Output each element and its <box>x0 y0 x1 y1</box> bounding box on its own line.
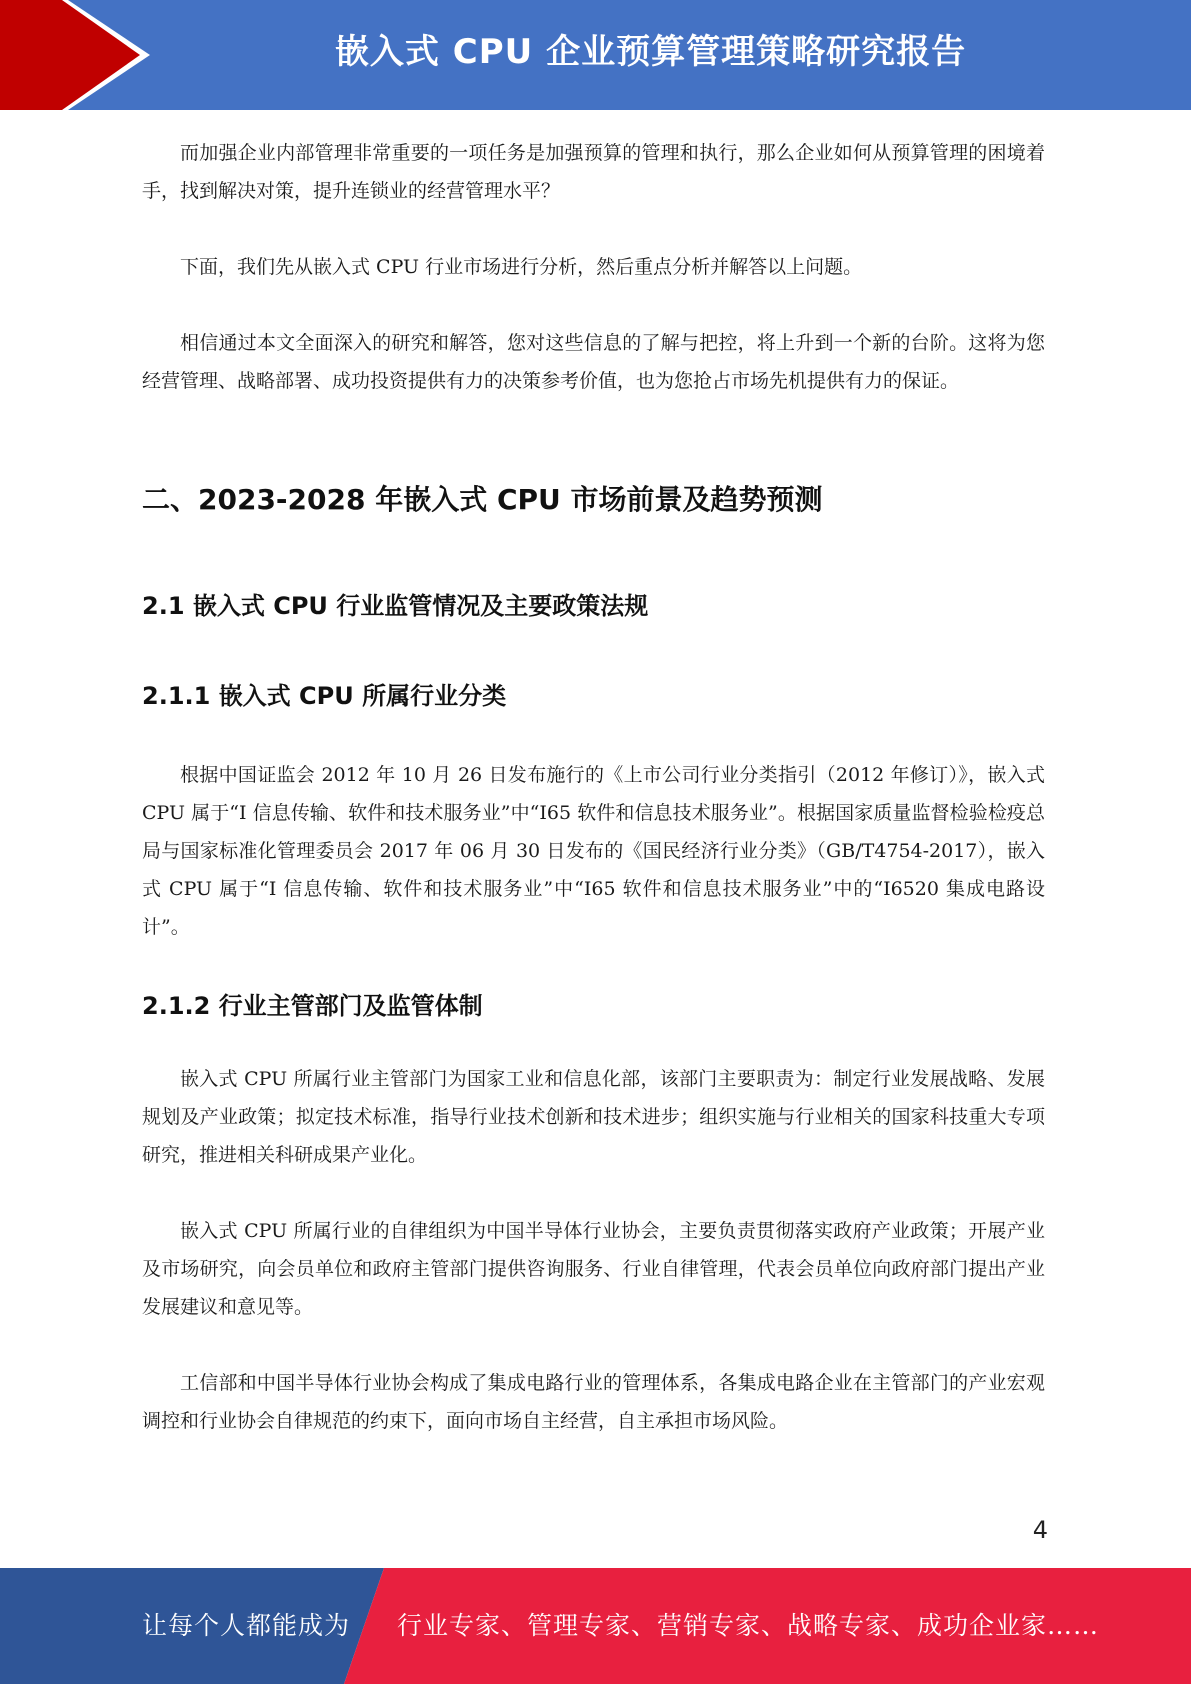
paragraph-association: 嵌入式 CPU 所属行业的自律组织为中国半导体行业协会，主要负责贯彻落实政府产业政策；开展产业及市场研究，向会员单位和政府主管部门提供咨询服务、行业自律管理，代表会员单位向政府部门提出产业发展建议和意见等。 <box>142 1220 1045 1318</box>
page-number: 4 <box>1032 1516 1048 1544</box>
header-chevron-icon <box>0 0 160 110</box>
paragraph-intro-3: 相信通过本文全面深入的研究和解答，您对这些信息的了解与把控，将上升到一个新的台阶。这将为您经营管理、战略部署、成功投资提供有力的决策参考价值，也为您抢占市场先机提供有力的保证。 <box>142 332 1045 392</box>
paragraph-classification: 根据中国证监会 2012 年 10 月 26 日发布施行的《上市公司行业分类指引（2012 年修订）》，嵌入式 CPU 属于“I 信息传输、软件和技术服务业”中“I65 软件和信息技术服务业”。根据国家质量监督检验检疫总局与国家标准化管理委员会 2017 年 06 月 30 日发布的《国民经济行业分类》（GB/T4754-2017），嵌入式 CPU 属于“I 信息传输、软件和技术服务业”中“I65 软件和信息技术服务业”中的“I6520 集成电路设计”。 <box>142 764 1045 938</box>
subsubsection-heading-classification: 2.1.1 嵌入式 CPU 所属行业分类 <box>142 682 507 710</box>
subsubsection-heading-regulation: 2.1.2 行业主管部门及监管体制 <box>142 992 483 1020</box>
section-heading: 二、2023-2028 年嵌入式 CPU 市场前景及趋势预测 <box>142 483 823 516</box>
paragraph-management-system: 工信部和中国半导体行业协会构成了集成电路行业的管理体系，各集成电路企业在主管部门的产业宏观调控和行业协会自律规范的约束下，面向市场自主经营，自主承担市场风险。 <box>142 1372 1045 1432</box>
report-title: 嵌入式 CPU 企业预算管理策略研究报告 <box>334 32 967 72</box>
paragraph-intro-2: 下面，我们先从嵌入式 CPU 行业市场进行分析，然后重点分析并解答以上问题。 <box>180 256 863 278</box>
paragraph-intro-1: 而加强企业内部管理非常重要的一项任务是加强预算的管理和执行，那么企业如何从预算管理的困境着手，找到解决对策，提升连锁业的经营管理水平？ <box>142 142 1045 202</box>
subsection-heading: 2.1 嵌入式 CPU 行业监管情况及主要政策法规 <box>142 592 649 620</box>
footer-slogan-right: 行业专家、管理专家、营销专家、战略专家、成功企业家…… <box>397 1611 1100 1640</box>
footer-slogan-left: 让每个人都能成为 <box>142 1611 351 1640</box>
page-header <box>0 0 1191 110</box>
page-footer <box>0 1568 1191 1684</box>
paragraph-regulator: 嵌入式 CPU 所属行业主管部门为国家工业和信息化部，该部门主要职责为：制定行业发展战略、发展规划及产业政策；拟定技术标准，指导行业技术创新和技术进步；组织实施与行业相关的国家科技重大专项研究，推进相关科研成果产业化。 <box>142 1068 1045 1166</box>
